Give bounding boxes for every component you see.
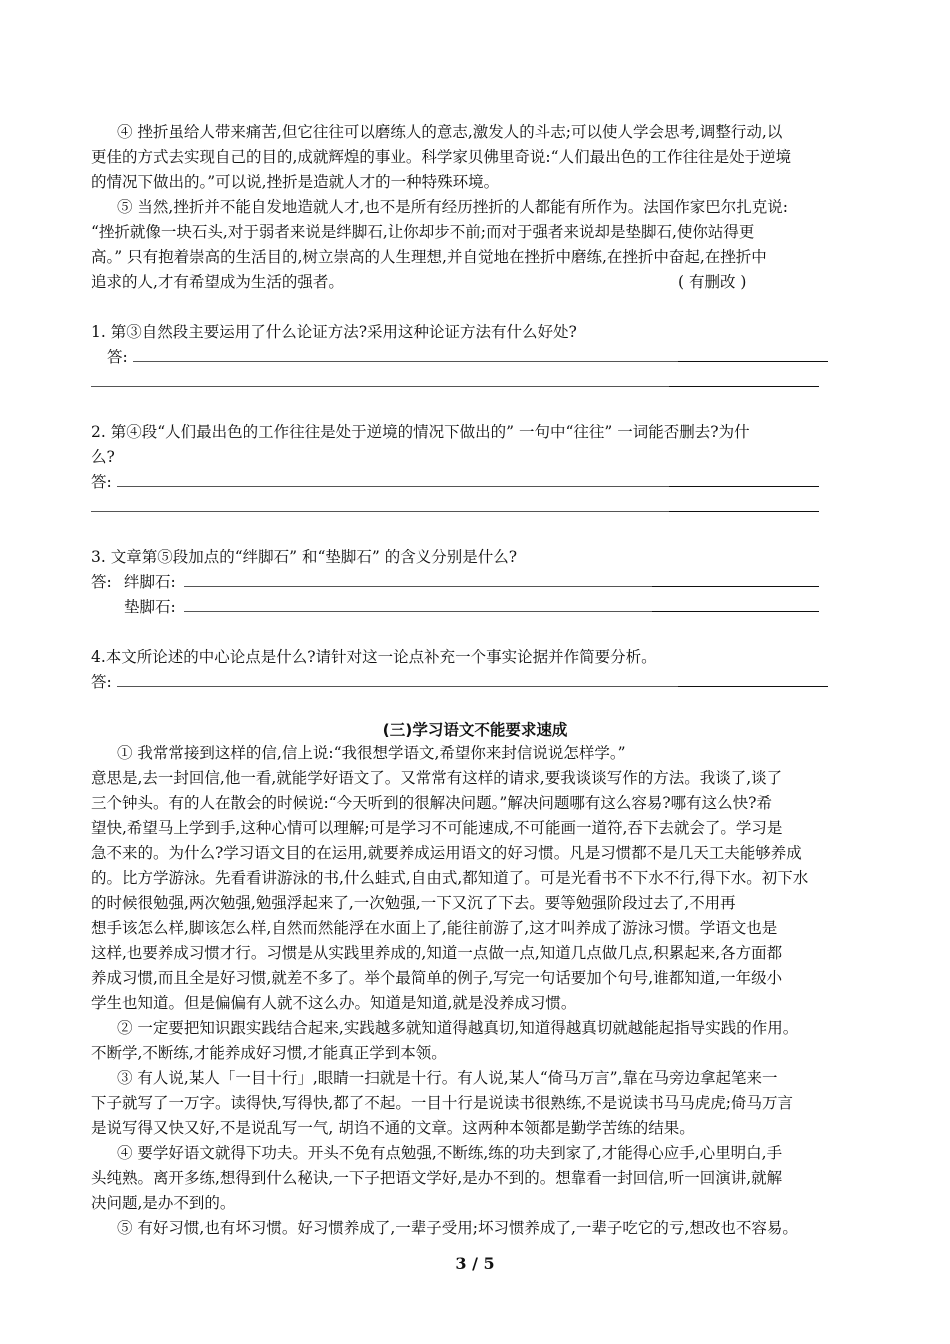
answer-line-2a-end [669,486,819,487]
answer-line-1b[interactable] [91,386,669,387]
answer-label-4: 答: [91,673,112,691]
passage-three-line: 下子就写了一万字。读得快,写得快,都了不起。一目十行是说读书很熟练,不是说读书马马虎虎;倚马万言 [91,1094,794,1112]
question-2-line-2: 么? [91,448,115,466]
answer-label-3: 答: [91,573,112,591]
passage-three-line: 的。比方学游泳。先看看讲游泳的书,什么蛙式,自由式,都知道了。可是光看书不下水不行,得下水。初下水 [91,869,809,887]
answer-line-3a-end [652,586,819,587]
paragraph-5-line-4: 追求的人,才有希望成为生活的强者。 [91,273,344,291]
answer-line-4[interactable] [117,686,678,687]
passage-three-title: (三)学习语文不能要求速成 [382,721,568,739]
paragraph-4-line-3: 的情况下做出的。”可以说,挫折是造就人才的一种特殊环境。 [91,173,500,191]
sub-label-stumbling-stone: 绊脚石: [124,573,176,591]
passage-three-line: 望快,希望马上学到手,这种心情可以理解;可是学习不可能速成,不可能画一道符,吞下去就会了。学习是 [91,819,783,837]
answer-line-4-end [678,686,828,687]
passage-three-line: 头纯熟。离开多练,想得到什么秘诀,一下子把语文学好,是办不到的。想靠看一封回信,听一回演讲,就解 [91,1169,783,1187]
passage-three-line: 这样,也要养成习惯才行。习惯是从实践里养成的,知道一点做一点,知道几点做几点,积累起来,各方面都 [91,944,783,962]
question-2-line-1: 2. 第④段“人们最出色的工作往往是处于逆境的情况下做出的” 一句中“往往” 一词能否删去?为什 [91,423,750,441]
question-4: 4.本文所论述的中心论点是什么?请针对这一论点补充一个事实论据并作简要分析。 [91,648,657,666]
answer-line-3b-end [652,611,819,612]
answer-label-2: 答: [91,473,112,491]
passage-three-line: ⑤ 有好习惯,也有坏习惯。好习惯养成了,一辈子受用;坏习惯养成了,一辈子吃它的亏,想改也不容易。 [117,1219,798,1237]
passage-three-line: 急不来的。为什么?学习语文目的在运用,就要养成运用语文的好习惯。凡是习惯都不是几天工夫能够养成 [91,844,802,862]
answer-line-1a[interactable] [133,361,678,362]
passage-three-line: 决问题,是办不到的。 [91,1194,236,1212]
passage-three-line: 三个钟头。有的人在散会的时候说:“今天听到的很解决问题。”解决问题哪有这么容易?哪有这么快?希 [91,794,772,812]
passage-three-line: ② 一定要把知识跟实践结合起来,实践越多就知道得越真切,知道得越真切就越能起指导实践的作用。 [117,1019,799,1037]
passage-three-line: 不断学,不断练,才能养成好习惯,才能真正学到本领。 [91,1044,447,1062]
answer-line-1b-end [669,386,819,387]
passage-three-line: ① 我常常接到这样的信,信上说:“我很想学语文,希望你来封信说说怎样学。” [117,744,626,762]
answer-line-2b-end [669,511,819,512]
answer-line-3a[interactable] [184,586,652,587]
paragraph-5-line-1: ⑤ 当然,挫折并不能自发地造就人才,也不是所有经历挫折的人都能有所作为。法国作家巴尔扎克说: [117,198,789,216]
passage-three-line: 学生也知道。但是偏偏有人就不这么办。知道是知道,就是没养成习惯。 [91,994,577,1012]
answer-line-2a[interactable] [117,486,669,487]
question-1: 1. 第③自然段主要运用了什么论证方法?采用这种论证方法有什么好处? [91,323,577,341]
paragraph-5-line-2: “挫折就像一块石头,对于弱者来说是绊脚石,让你却步不前;而对于强者来说却是垫脚石,使你站得更 [91,223,755,241]
passage-three-line: 意思是,去一封回信,他一看,就能学好语文了。又常常有这样的请求,要我谈谈写作的方法。我谈了,谈了 [91,769,783,787]
paragraph-4-line-1: ④ 挫折虽给人带来痛苦,但它往往可以磨练人的意志,激发人的斗志;可以使人学会思考,调整行动,以 [117,123,783,141]
edit-note: ( 有删改 ) [678,273,747,291]
passage-three-line: ③ 有人说,某人「一目十行」,眼睛一扫就是十行。有人说,某人“倚马万言”,靠在马旁边拿起笔来一 [117,1069,778,1087]
passage-three-line: ④ 要学好语文就得下功夫。开头不免有点勉强,不断练,练的功夫到家了,才能得心应手,心里明白,手 [117,1144,783,1162]
question-3: 3. 文章第⑤段加点的“绊脚石” 和“垫脚石” 的含义分别是什么? [91,548,518,566]
paragraph-5-line-3: 高。” 只有抱着崇高的生活目的,树立崇高的人生理想,并自觉地在挫折中磨练,在挫折中奋起,在挫折中 [91,248,767,266]
passage-three-line: 是说写得又快又好,不是说乱写一气, 胡诌不通的文章。这两种本领都是勤学苦练的结果。 [91,1119,695,1137]
answer-label-1: 答: [107,348,128,366]
paragraph-4-line-2: 更佳的方式去实现自己的目的,成就辉煌的事业。科学家贝佛里奇说:“人们最出色的工作往往是处于逆境 [91,148,792,166]
passage-three-line: 想手该怎么样,脚该怎么样,自然而然能浮在水面上了,能往前游了,这才叫养成了游泳习惯。学语文也是 [91,919,778,937]
answer-line-1a-end [678,361,828,362]
passage-three-line: 的时候很勉强,两次勉强,勉强浮起来了,一次勉强,一下又沉了下去。要等勉强阶段过去了,不用再 [91,894,736,912]
page-number: 3 / 5 [455,1254,495,1273]
passage-three-line: 养成习惯,而且全是好习惯,就差不多了。举个最简单的例子,写完一句话要加个句号,谁都知道,一年级小 [91,969,783,987]
sub-label-stepping-stone: 垫脚石: [124,598,176,616]
answer-line-2b[interactable] [91,511,669,512]
answer-line-3b[interactable] [184,611,652,612]
